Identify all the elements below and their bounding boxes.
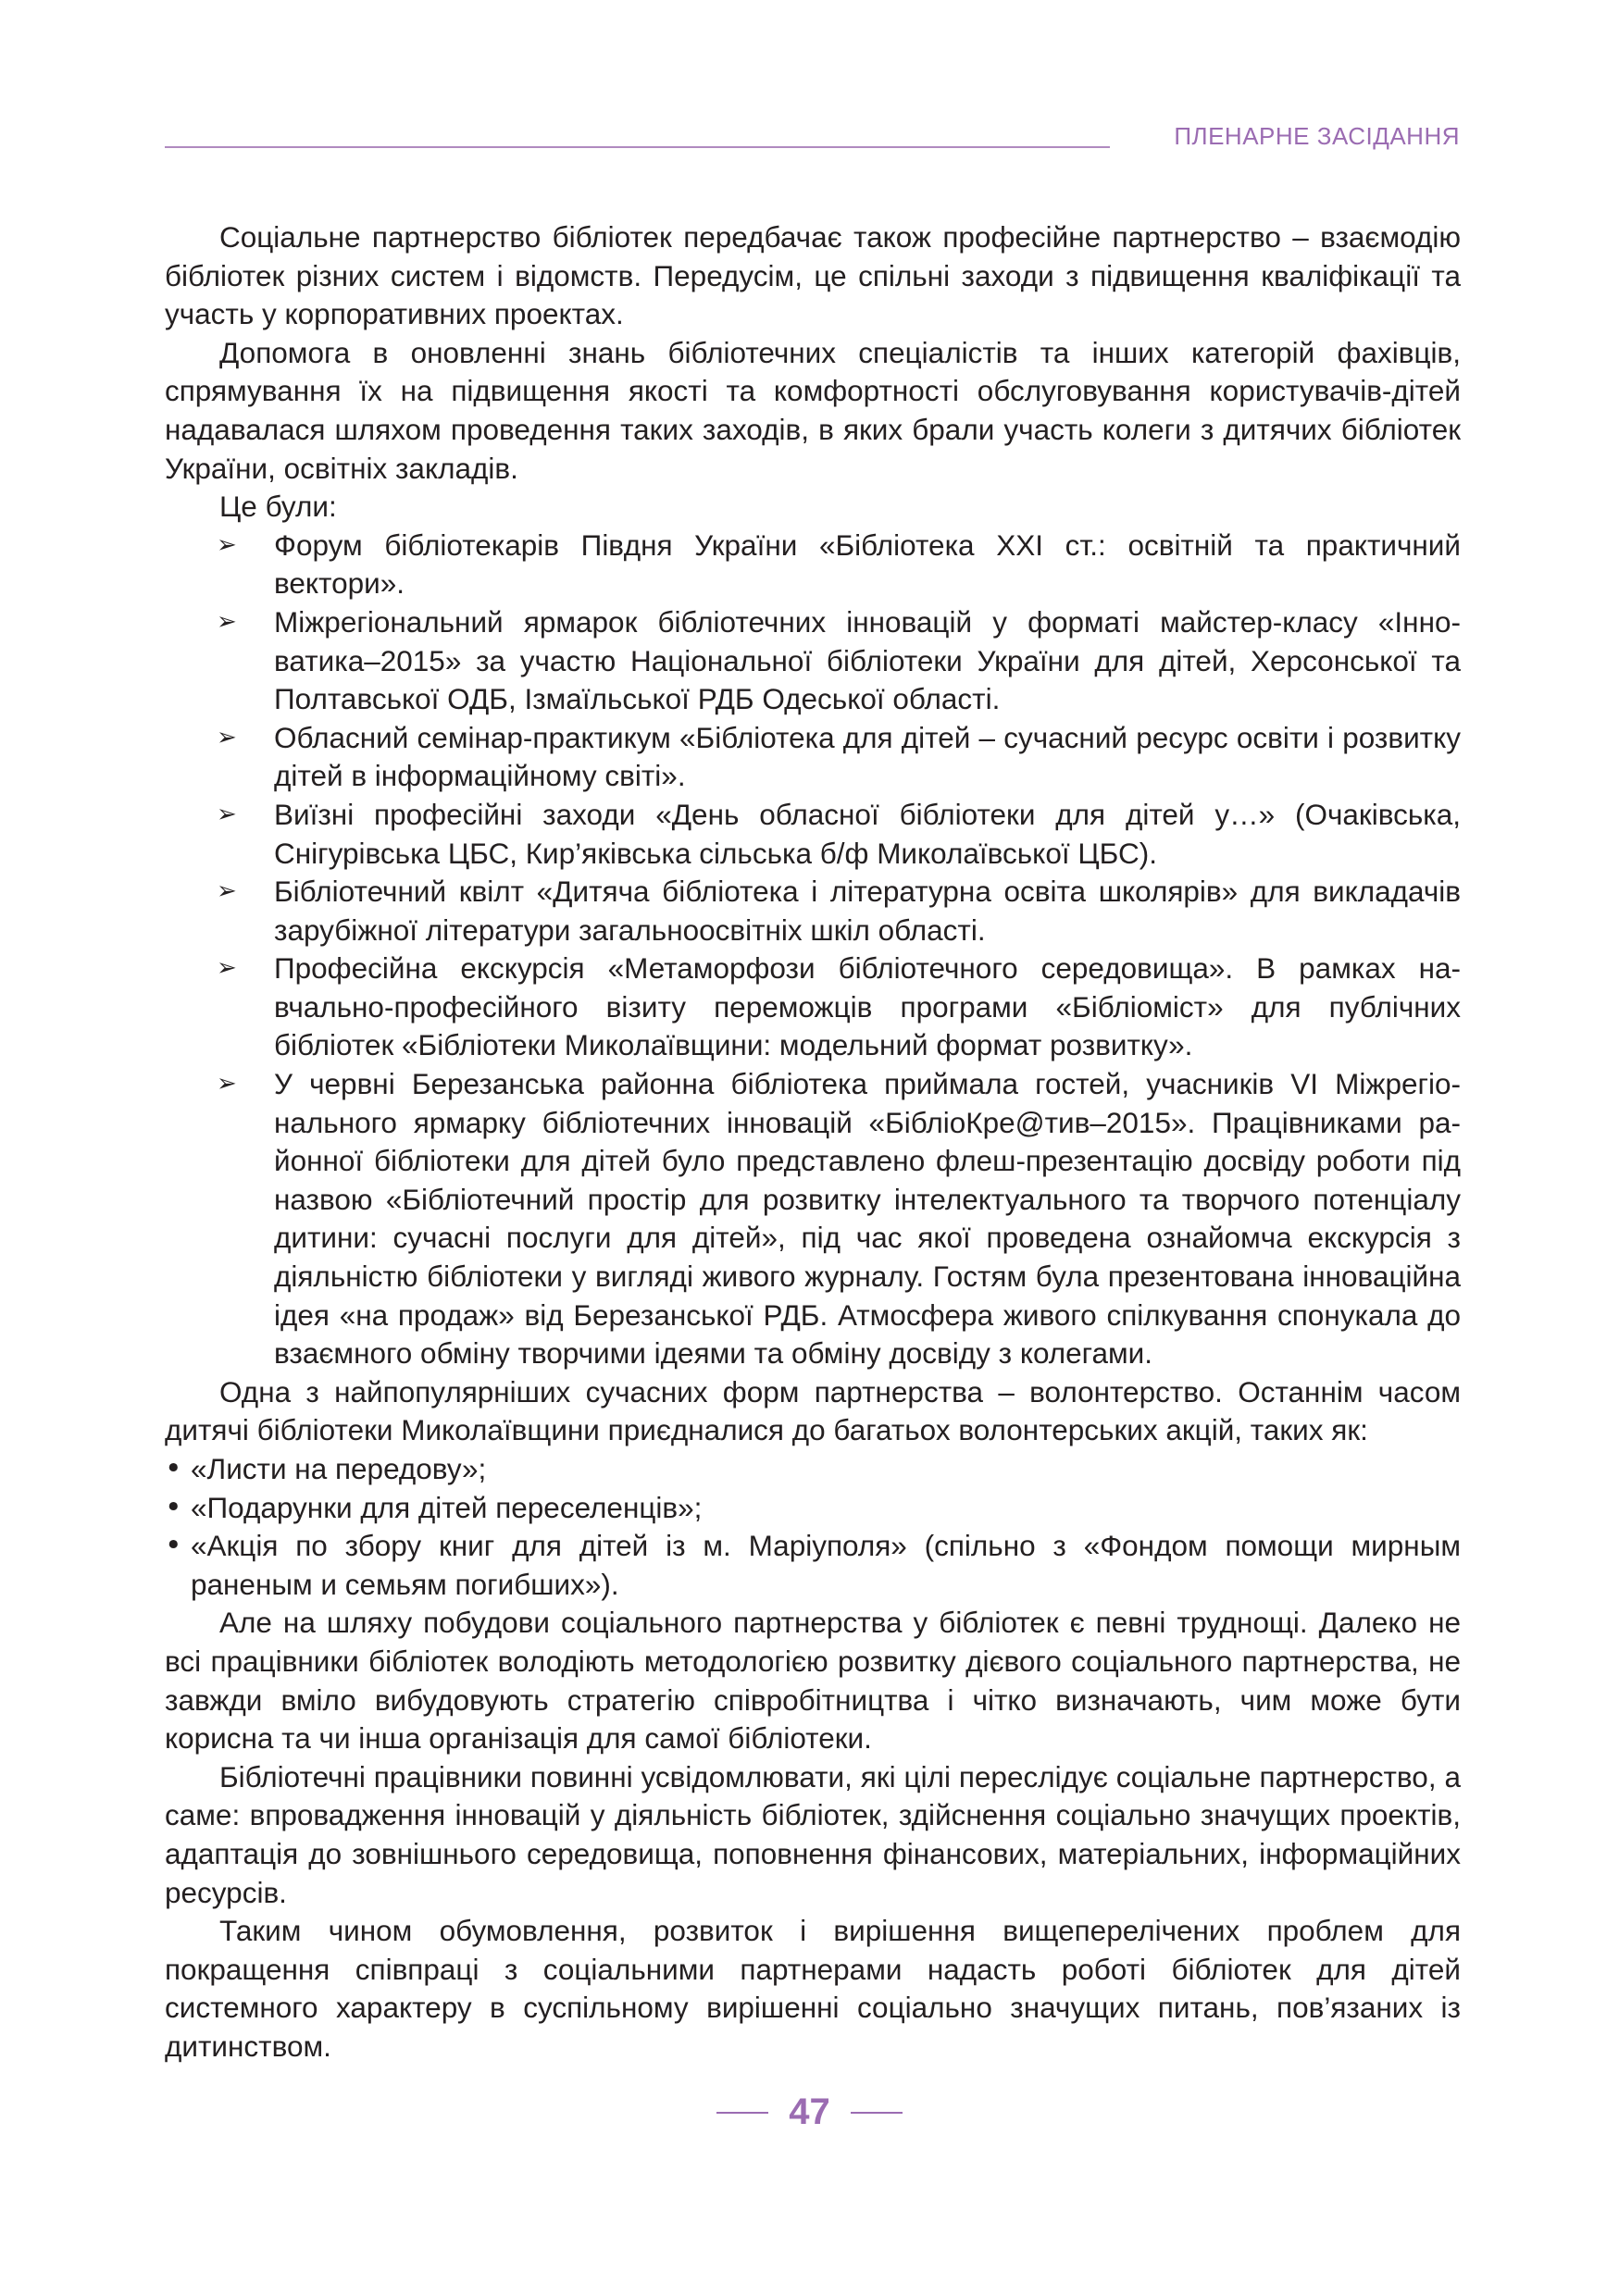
footer-rule-right (851, 2112, 903, 2114)
dot-bullet-icon: • (165, 1490, 182, 1524)
list-item-text: Обласний семінар-практикум «Бібліотека для дітей – сучасний ресурс освіти і розвитку дітей в інформаційному світі». (274, 720, 1461, 793)
paragraph: Бібліотечні працівники повинні усвідомлювати, які цілі переслідує соціальне партнерство, а саме: впровадження інновацій у діяльність бібліотек, здійснення соціально значущих проектів, адаптація до зовнішнього середовища, поповнення фінансових, матеріальних, інформаційних ресурсів. (165, 1759, 1461, 1909)
running-header (165, 122, 1460, 159)
list-item-text: У червні Березанська районна бібліотека приймала гостей, учасників VI Міжрегіонального ярмарку бібліотечних інновацій «БібліоКре@тив–2015». Працівниками районної бібліотеки для дітей було представлено флеш-презентацію досвіду роботи під назвою «Бібліотечний простір для розвитку інтелектуального та творчого потенціалу дитини: сучасні послуги для дітей», під час якої проведена ознайомча екскурсія з діяльністю бібліотеки у вигляді живого журналу. Гостям була презентована інноваційна ідея «на продаж» від Березанської РДБ. Атмосфера живого спілкування спонукала до взаємного обміну творчими ідеями та обміну досвіду з колегами. (274, 1067, 1461, 1371)
arrow-bullet-icon: ➢ (217, 607, 237, 636)
paragraph: Це були: (219, 490, 337, 524)
list-item (165, 1489, 1461, 1528)
paragraph: Допомога в оновленні знань бібліотечних спеціалістів та інших категорій фахівців, спрямування їх на підвищення якості та комфортності обслуговування користувачів-дітей надавалася шляхом проведення таких заходів, в яких брали участь колеги з дитячих бібліотек України, освітніх закладів. (165, 335, 1461, 485)
list-item-text: Форум бібліотекарів Півдня України «Бібліотека XXI ст.: освітній та практичний вектори». (274, 527, 1461, 601)
list-item (165, 1450, 1461, 1489)
section-title: ПЛЕНАРНЕ ЗАСІДАННЯ (1174, 122, 1460, 150)
arrow-bullet-icon: ➢ (217, 800, 237, 828)
page-footer (0, 2091, 1619, 2147)
list-item-text: Бібліотечний квілт «Дитяча бібліотека і літературна освіта школярів» для викладачів зарубіжної літератури загальноосвітніх шкіл області. (274, 875, 1461, 947)
list-item-text: Міжрегіональний ярмарок бібліотечних інновацій у форматі майстер-класу «Інноватика–2015» за участю Національної бібліотеки України для дітей, Херсонської та Полтавської ОДБ, Ізмаїльської РДБ Одеської області. (274, 604, 1461, 716)
list-item (165, 1065, 1461, 1373)
arrow-bullet-icon: ➢ (217, 877, 237, 906)
arrow-bullet-icon: ➢ (217, 954, 237, 983)
list-item (165, 949, 1461, 1065)
footer-rule-left (716, 2112, 768, 2114)
list-item (165, 873, 1461, 949)
arrow-bullet-icon: ➢ (217, 1070, 237, 1098)
list-item-text: «Акція по збору книг для дітей із м. Маріуполя» (спільно з «Фондом помощи мирным раненым и семьям погибших»). (191, 1529, 1461, 1601)
dot-bullet-icon: • (165, 1529, 182, 1563)
list-item-text: Професійна екскурсія «Метаморфози бібліотечного середовища». В рамках навчально-професійного візиту переможців програми «Бібліоміст» для публічних бібліотек «Бібліотеки Миколаївщини: модельний формат розвитку». (274, 951, 1461, 1062)
header-rule (165, 146, 1110, 148)
paragraph: Одна з найпопулярніших сучасних форм партнерства – волонтерство. Останнім часом дитячі бібліотеки Миколаївщини приєдналися до багатьох волонтерських акцій, таких як: (165, 1374, 1461, 1447)
page-number: 47 (789, 2091, 830, 2132)
actions-list (165, 1450, 1461, 1604)
list-item-text: «Листи на передову»; (191, 1452, 487, 1485)
list-item (165, 603, 1461, 719)
arrow-bullet-icon: ➢ (217, 723, 237, 751)
list-item-text: «Подарунки для дітей переселенців»; (191, 1490, 703, 1524)
dot-bullet-icon: • (165, 1452, 182, 1485)
paragraph: Соціальне партнерство бібліотек передбачає також професійне партнерство – взаємодію бібліотек різних систем і відомств. Передусім, це спільні заходи з підвищення кваліфікації та участь у корпоративних проектах. (165, 220, 1461, 331)
list-item-text: Виїзні професійні заходи «День обласної бібліотеки для дітей у…» (Очаківська, Снігурівська ЦБС, Кир’яківська сільська б/ф Миколаївської ЦБС). (274, 797, 1461, 870)
paragraph: Але на шляху побудови соціального партнерства у бібліотек є певні труднощі. Далеко не всі працівники бібліотек володіють методологією розвитку дієвого соціального партнерства, не завжди вміло вибудовують стратегію співробітництва і чітко визначають, чим може бути корисна та чи інша організація для самої бібліотеки. (165, 1606, 1461, 1756)
list-item (165, 1527, 1461, 1604)
paragraph: Таким чином обумовлення, розвиток і вирішення вищеперелічених проблем для покращення співпраці з соціальними партнерами надасть роботі бібліотек для дітей системного характеру в суспільному вирішенні соціально значущих питань, пов’язаних із дитинством. (165, 1914, 1461, 2063)
events-list (165, 527, 1461, 1373)
list-item (165, 796, 1461, 873)
page-body (165, 218, 1461, 2066)
list-item (165, 527, 1461, 603)
arrow-bullet-icon: ➢ (217, 530, 237, 559)
list-item (165, 719, 1461, 796)
